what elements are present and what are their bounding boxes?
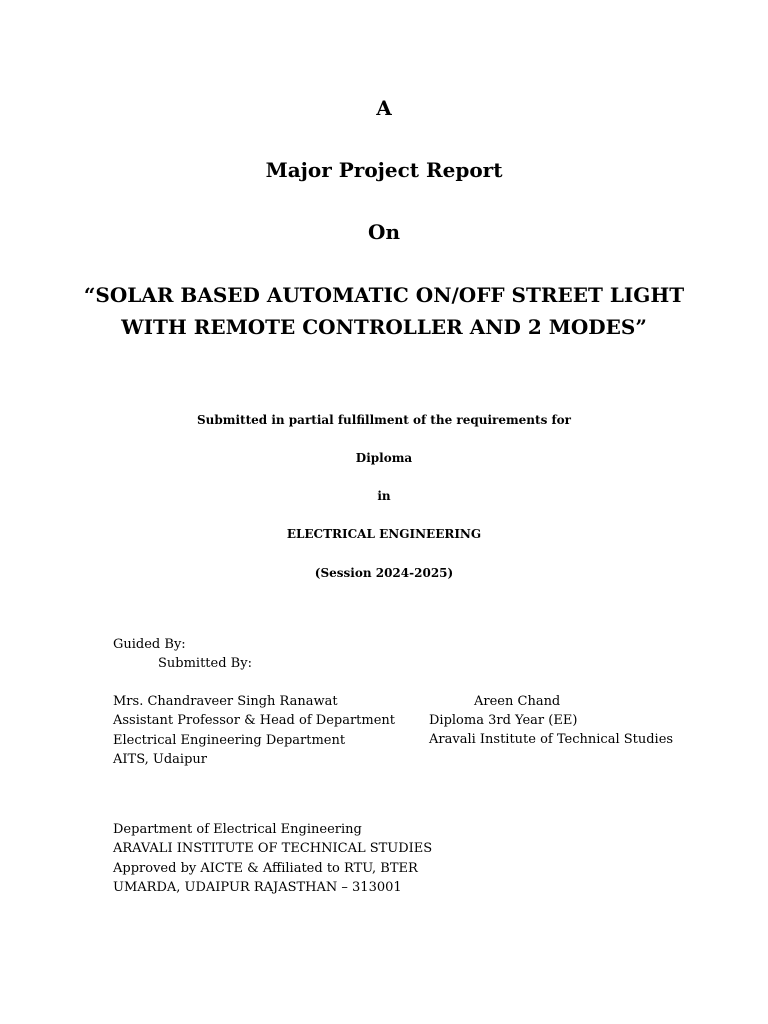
- report-type: Major Project Report: [265, 158, 503, 182]
- project-title: [0, 279, 768, 343]
- footer-address: [113, 820, 432, 897]
- project-title-line-2: WITH REMOTE CONTROLLER AND 2 MODES”: [121, 315, 647, 339]
- student-institute: Aravali Institute of Technical Studies: [429, 732, 674, 748]
- footer-line-4: UMARDA, UDAIPUR RAJASTHAN – 313001: [113, 879, 402, 895]
- on-text: On: [368, 220, 400, 244]
- in-text: in: [377, 489, 391, 503]
- submitted-text: Submitted in partial fulfillment of the requirements for: [197, 413, 571, 427]
- student-name: Areen Chand: [474, 694, 561, 709]
- guide-department: Electrical Engineering Department: [113, 732, 346, 748]
- footer-line-3: Approved by AICTE & Affiliated to RTU, BTER: [113, 860, 418, 876]
- project-title-line-1: “SOLAR BASED AUTOMATIC ON/OFF STREET LIGHT: [83, 283, 685, 307]
- branch-text: ELECTRICAL ENGINEERING: [286, 527, 482, 541]
- guide-name: Mrs. Chandraveer Singh Ranawat: [113, 694, 338, 709]
- student-details: [429, 711, 673, 750]
- guide-designation: Assistant Professor & Head of Department: [113, 713, 396, 729]
- submitted-by-label: Submitted By:: [158, 656, 252, 671]
- guide-details: [113, 692, 395, 769]
- cover-letter: A: [376, 96, 392, 120]
- guided-by-label: Guided By:: [113, 637, 186, 652]
- diploma-text: Diploma: [355, 451, 413, 465]
- footer-line-1: Department of Electrical Engineering: [113, 822, 362, 837]
- student-year: Diploma 3rd Year (EE): [429, 713, 578, 728]
- session-text: (Session 2024-2025): [314, 566, 454, 580]
- footer-line-2: ARAVALI INSTITUTE OF TECHNICAL STUDIES: [113, 841, 433, 857]
- guide-location: AITS, Udaipur: [113, 751, 207, 767]
